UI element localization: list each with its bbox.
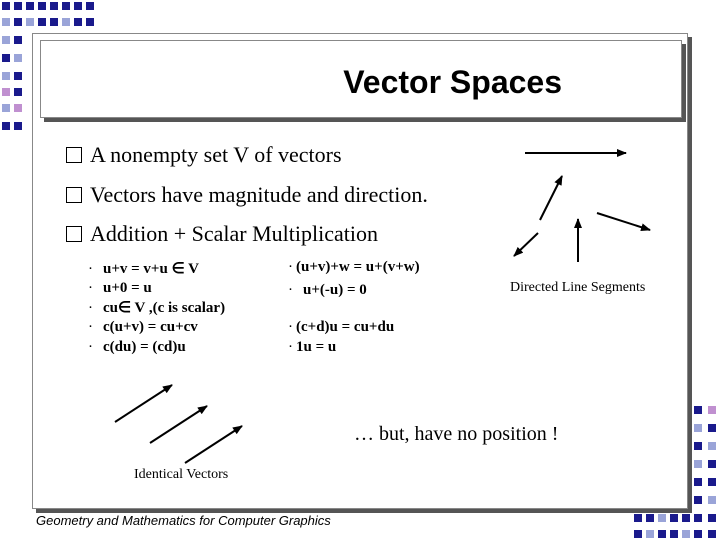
- directed-arrow-up-diagonal: [540, 176, 562, 220]
- bullet-1-text: A nonempty set V of vectors: [90, 142, 342, 167]
- left-prop-4-text: c(u+v) = cu+cv: [103, 319, 198, 335]
- bullet-3-text: Addition + Scalar Multiplication: [90, 221, 378, 246]
- directed-arrow-right-down: [597, 213, 650, 230]
- left-prop-5: · c(du) = (cd)u: [88, 339, 186, 355]
- left-prop-2-text: u+0 = u: [103, 280, 152, 296]
- right-prop-2-text: u+(-u) = 0: [303, 282, 367, 298]
- right-prop-2: · u+(-u) = 0: [288, 282, 367, 298]
- left-prop-3-text: cu∈ V ,(c is scalar): [103, 300, 226, 316]
- identical-arrow-3: [185, 426, 242, 463]
- right-prop-1-text: (u+v)+w = u+(v+w): [296, 259, 420, 275]
- left-prop-1-text: u+v = v+u ∈ V: [103, 261, 199, 277]
- directed-arrow-left-down: [514, 233, 538, 256]
- left-prop-5-text: c(du) = (cd)u: [103, 339, 186, 355]
- no-position-label: … but, have no position !: [354, 423, 559, 445]
- bullet-2-text: Vectors have magnitude and direction.: [90, 182, 428, 207]
- left-prop-2: · u+0 = u: [88, 280, 152, 296]
- right-prop-4-text: 1u = u: [296, 339, 337, 355]
- right-prop-3-text: (c+d)u = cu+du: [296, 319, 395, 335]
- left-prop-1: · u+v = v+u ∈ V: [88, 261, 199, 277]
- left-prop-3: · cu∈ V ,(c is scalar): [88, 300, 226, 316]
- right-prop-4: · 1u = u: [288, 339, 337, 355]
- directed-segments-label: Directed Line Segments: [510, 280, 646, 295]
- left-prop-4: · c(u+v) = cu+cv: [88, 319, 198, 335]
- footer-text: Geometry and Mathematics for Computer Graphics: [36, 513, 331, 528]
- identical-arrow-2: [150, 406, 207, 443]
- identical-arrow-1: [115, 385, 172, 422]
- right-prop-1: · (u+v)+w = u+(v+w): [288, 259, 420, 275]
- slide-title: Vector Spaces: [343, 64, 562, 100]
- identical-vectors-label: Identical Vectors: [134, 467, 229, 482]
- right-prop-3: · (c+d)u = cu+du: [288, 319, 395, 335]
